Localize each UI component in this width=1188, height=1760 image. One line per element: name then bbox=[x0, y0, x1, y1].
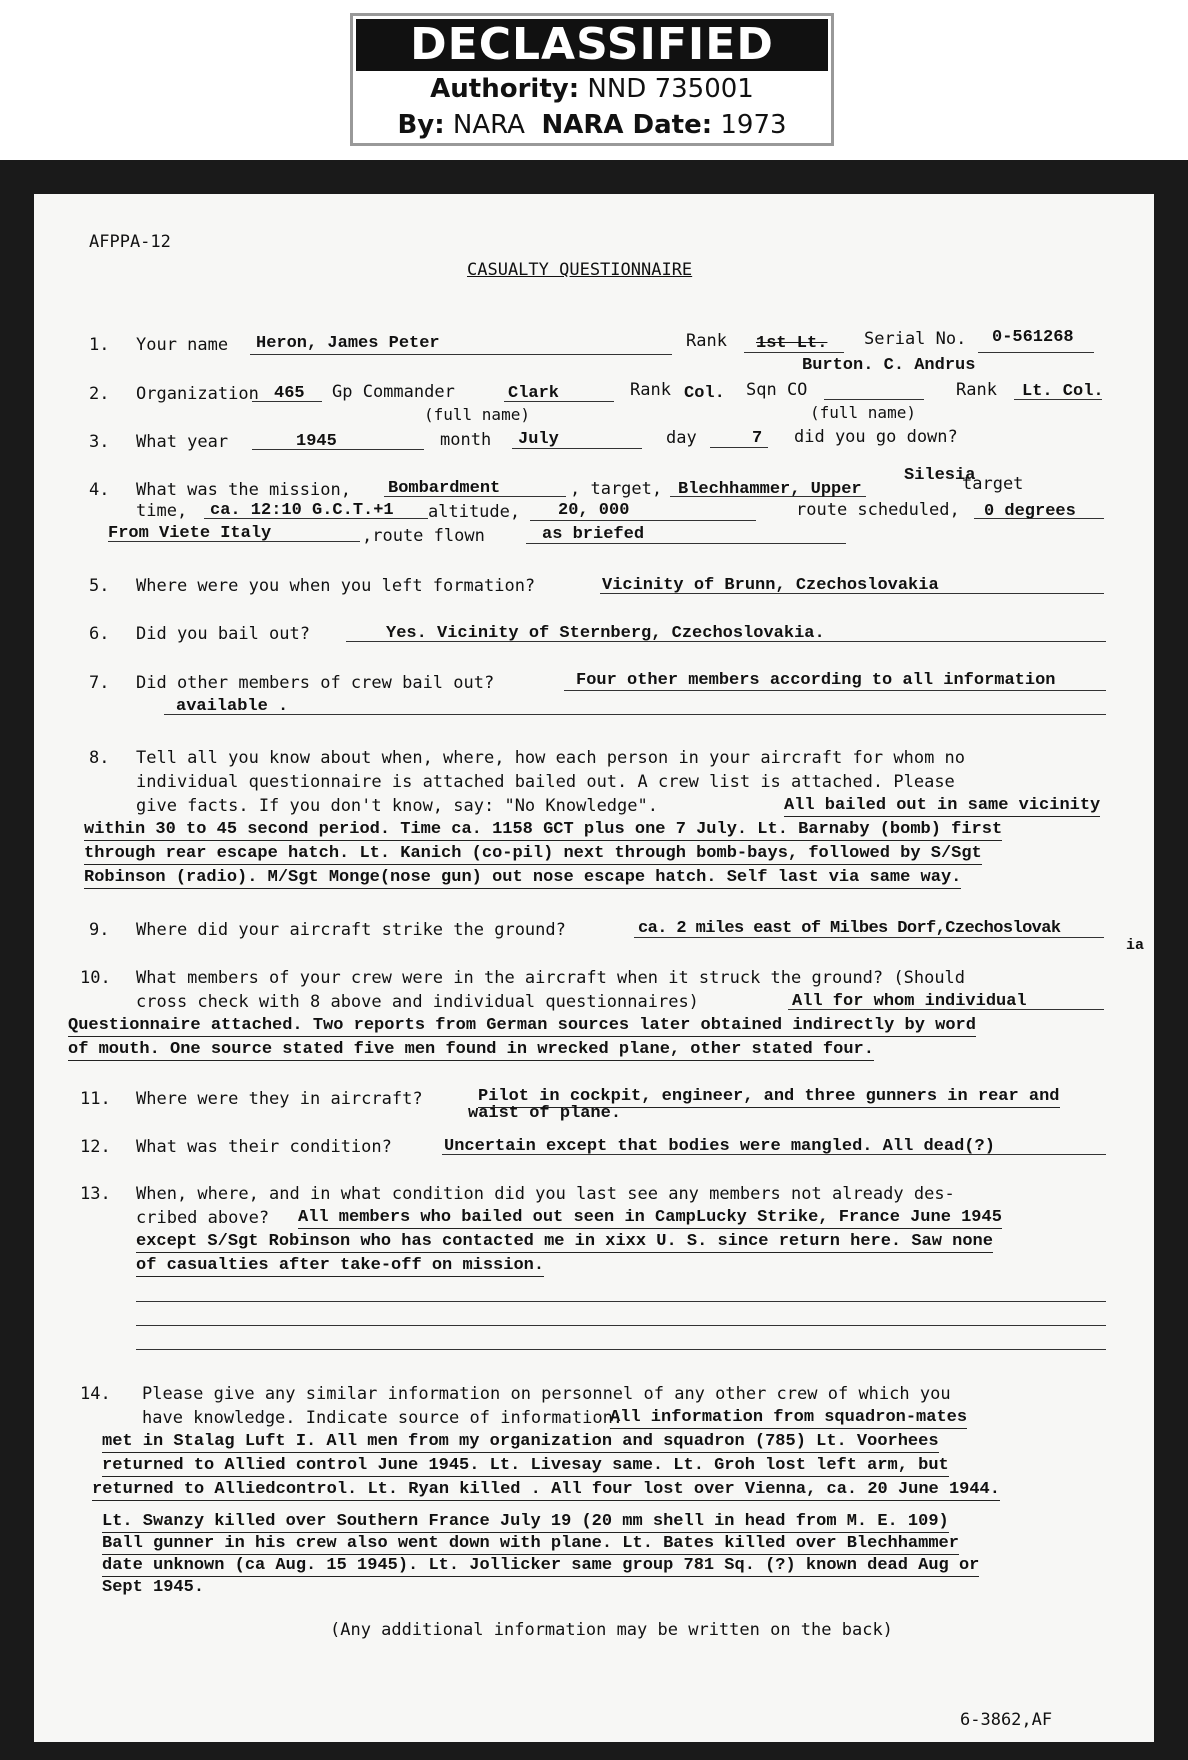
sqn-co-label: Sqn CO bbox=[746, 380, 808, 400]
q12-answer: Uncertain except that bodies were mangled. All dead(?) bbox=[444, 1137, 995, 1156]
month-label: month bbox=[440, 430, 492, 450]
q9-label: Where did your aircraft strike the ground? bbox=[136, 920, 566, 940]
q14-answer-1: All information from squadron-mates bbox=[610, 1408, 968, 1427]
sqn-rank-answer: Lt. Col. bbox=[1022, 382, 1104, 401]
q12-label: What was their condition? bbox=[136, 1137, 392, 1157]
q8-label-3: give facts. If you don't know, say: "No Knowledge". bbox=[136, 796, 658, 816]
q2-number: 2. bbox=[89, 384, 110, 404]
target-label-2: target bbox=[962, 474, 1024, 494]
q8-answer-3: through rear escape hatch. Lt. Kanich (co-pil) next through bomb-bays, followed by S/Sgt bbox=[84, 844, 982, 863]
route-scheduled-label: route scheduled, bbox=[796, 500, 960, 520]
q4-label: What was the mission, bbox=[136, 480, 351, 500]
q1-label: Your name bbox=[136, 335, 229, 355]
sqn-full-name-note: (full name) bbox=[810, 403, 916, 422]
q14-number: 14. bbox=[80, 1384, 111, 1404]
q8-label-2: individual questionnaire is attached bailed out. A crew list is attached. Please bbox=[136, 772, 955, 792]
month-answer: July bbox=[518, 430, 559, 449]
q13-answer-2: except S/Sgt Robinson who has contacted me in xixx U. S. since return here. Saw none bbox=[136, 1232, 993, 1251]
q14-answer-7: date unknown (ca Aug. 15 1945). Lt. Jollicker same group 781 Sq. (?) known dead Aug or bbox=[102, 1556, 980, 1575]
q13-blank-rule-1 bbox=[136, 1301, 1106, 1302]
q14-label-1: Please give any similar information on personnel of any other crew of which you bbox=[142, 1384, 951, 1404]
sqn-rank-label: Rank bbox=[956, 380, 997, 400]
q1-rule bbox=[250, 354, 672, 355]
q13-label-1: When, where, and in what condition did you last see any members not already des- bbox=[136, 1184, 955, 1204]
stamp-by: By: NARA NARA Date: 1973 bbox=[397, 110, 787, 140]
sqn-rule bbox=[824, 399, 924, 400]
questionnaire-page bbox=[34, 194, 1154, 1742]
q8-label-1: Tell all you know about when, where, how each person in your aircraft for whom no bbox=[136, 748, 966, 768]
q10-number: 10. bbox=[80, 968, 111, 988]
q10-label-2: cross check with 8 above and individual questionnaires) bbox=[136, 992, 699, 1012]
q5-number: 5. bbox=[89, 576, 110, 596]
q13-answer-1: All members who bailed out seen in CampLucky Strike, France June 1945 bbox=[298, 1208, 1002, 1227]
gp-full-name-note: (full name) bbox=[424, 405, 530, 424]
q14-answer-2: met in Stalag Luft I. All men from my organization and squadron (785) Lt. Voorhees bbox=[102, 1432, 939, 1451]
gp-commander-answer: Clark bbox=[508, 384, 560, 403]
q10-answer-2: Questionnaire attached. Two reports from German sources later obtained indirectly by word bbox=[68, 1016, 976, 1035]
time-answer: ca. 12:10 G.C.T.+1 bbox=[210, 501, 394, 520]
gp-rank-answer: Col. bbox=[684, 384, 725, 403]
rank-label: Rank bbox=[686, 331, 727, 351]
q9-answer-2: ia bbox=[1126, 937, 1145, 954]
q14-answer-3: returned to Allied control June 1945. Lt. Livesay same. Lt. Groh lost left arm, but bbox=[102, 1456, 949, 1475]
serial-label: Serial No. bbox=[864, 329, 967, 349]
gp-commander-label: Gp Commander bbox=[332, 382, 455, 402]
q1-number: 1. bbox=[89, 335, 110, 355]
target-superscript: Silesia bbox=[904, 466, 976, 485]
q13-number: 13. bbox=[80, 1184, 111, 1204]
year-answer: 1945 bbox=[296, 432, 337, 451]
serial-rule bbox=[978, 352, 1094, 353]
stamp-title: DECLASSIFIED bbox=[356, 19, 828, 71]
q7-label: Did other members of crew bail out? bbox=[136, 673, 495, 693]
footer-note: (Any additional information may be written on the back) bbox=[330, 1620, 893, 1640]
q4-number: 4. bbox=[89, 480, 110, 500]
route-flown-label: ,route flown bbox=[362, 526, 485, 546]
target-answer: Blechhammer, Upper bbox=[678, 480, 862, 499]
q3-number: 3. bbox=[89, 432, 110, 452]
q12-number: 12. bbox=[80, 1137, 111, 1157]
q14-answer-5: Lt. Swanzy killed over Southern France July 19 (20 mm shell in head from M. E. 109) bbox=[102, 1512, 949, 1531]
q11-number: 11. bbox=[80, 1089, 111, 1109]
q14-answer-6: Ball gunner in his crew also went down with plane. Lt. Bates killed over Blechhammer bbox=[102, 1534, 959, 1553]
q10-answer-1: All for whom individual bbox=[792, 992, 1027, 1011]
q10-label-1: What members of your crew were in the aircraft when it struck the ground? (Should bbox=[136, 968, 966, 988]
q13-answer-3: of casualties after take-off on mission. bbox=[136, 1256, 545, 1275]
q10-answer-3: of mouth. One source stated five men found in wrecked plane, other stated four. bbox=[68, 1040, 874, 1059]
route-flown-answer: as briefed bbox=[542, 525, 645, 544]
stamp-authority: Authority: NND 735001 bbox=[430, 74, 754, 104]
q7-rule-2 bbox=[164, 714, 1106, 715]
q8-answer-2: within 30 to 45 second period. Time ca. 1158 GCT plus one 7 July. Lt. Barnaby (bomb) first bbox=[84, 820, 1003, 839]
q11-answer-1: Pilot in cockpit, engineer, and three gunners in rear and bbox=[478, 1087, 1060, 1106]
mission-answer: Bombardment bbox=[388, 479, 501, 498]
q2-label: Organization bbox=[136, 384, 259, 404]
serial-answer: 0-561268 bbox=[992, 328, 1074, 347]
day-label: day bbox=[666, 428, 697, 448]
q11-answer-2: waist of plane. bbox=[468, 1104, 622, 1123]
route-from-answer: From Viete Italy bbox=[108, 524, 272, 543]
altitude-answer: 20, 000 bbox=[558, 501, 630, 520]
q8-answer-4: Robinson (radio). M/Sgt Monge(nose gun) out nose escape hatch. Self last via same way. bbox=[84, 868, 962, 887]
q13-blank-rule-2 bbox=[136, 1325, 1106, 1326]
q14-answer-4: returned to Alliedcontrol. Lt. Ryan killed . All four lost over Vienna, ca. 20 June 1944. bbox=[92, 1480, 1000, 1499]
q7-answer-1: Four other members according to all information bbox=[576, 671, 1056, 690]
footer-code: 6-3862,AF bbox=[960, 1710, 1053, 1730]
q14-answer-8: Sept 1945. bbox=[102, 1578, 205, 1597]
q7-number: 7. bbox=[89, 673, 110, 693]
form-code: AFPPA-12 bbox=[89, 232, 171, 252]
q7-answer-2: available . bbox=[176, 697, 289, 716]
altitude-label: altitude, bbox=[428, 502, 521, 522]
q9-number: 9. bbox=[89, 920, 110, 940]
q5-label: Where were you when you left formation? bbox=[136, 576, 536, 596]
sqn-co-answer: Burton. C. Andrus bbox=[802, 356, 976, 375]
name-answer: Heron, James Peter bbox=[256, 334, 440, 353]
q6-number: 6. bbox=[89, 624, 110, 644]
day-answer: 7 bbox=[752, 429, 763, 448]
route-scheduled-answer: 0 degrees bbox=[984, 502, 1076, 521]
q13-label-2: cribed above? bbox=[136, 1208, 270, 1228]
form-title: CASUALTY QUESTIONNAIRE bbox=[467, 260, 693, 280]
target-label: , target, bbox=[570, 479, 663, 499]
q14-label-2: have knowledge. Indicate source of information. bbox=[142, 1408, 624, 1428]
q6-answer: Yes. Vicinity of Sternberg, Czechoslovakia. bbox=[386, 624, 825, 643]
q8-number: 8. bbox=[89, 748, 110, 768]
declassified-stamp bbox=[350, 13, 834, 146]
organization-answer: 465 bbox=[274, 384, 305, 403]
q5-answer: Vicinity of Brunn, Czechoslovakia bbox=[602, 576, 939, 595]
q9-answer: ca. 2 miles east of Milbes Dorf,Czechoslovak bbox=[638, 919, 1061, 938]
q3-label: What year bbox=[136, 432, 229, 452]
q11-label: Where were they in aircraft? bbox=[136, 1089, 423, 1109]
q13-blank-rule-3 bbox=[136, 1349, 1106, 1350]
q8-answer-1: All bailed out in same vicinity bbox=[784, 796, 1101, 815]
q6-label: Did you bail out? bbox=[136, 624, 310, 644]
time-label: time, bbox=[136, 501, 188, 521]
gp-rank-label: Rank bbox=[630, 380, 671, 400]
year-rule bbox=[252, 449, 424, 450]
went-down-label: did you go down? bbox=[794, 427, 958, 447]
rank-answer: 1st Lt. bbox=[756, 334, 828, 353]
